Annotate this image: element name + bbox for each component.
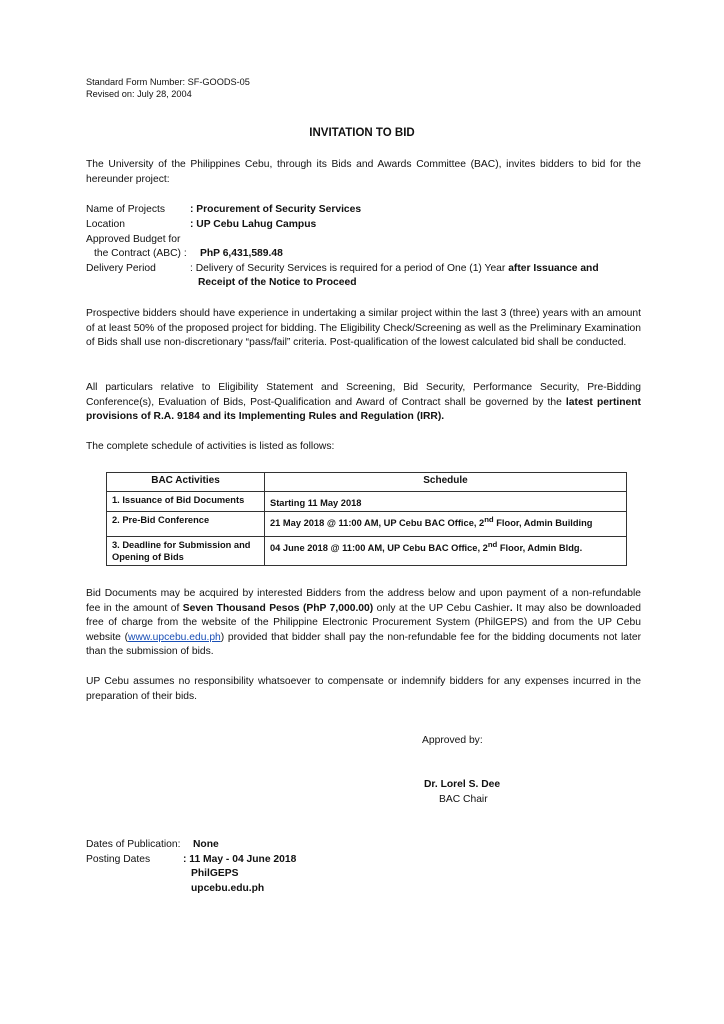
table-row: [107, 537, 627, 566]
table-header-row: [107, 473, 627, 492]
budget-label-line1: Approved Budget for: [86, 234, 181, 245]
delivery-label: Delivery Period: [86, 263, 156, 274]
posting-dates-value: : 11 May - 04 June 2018: [183, 854, 297, 865]
delivery-value-line2: Receipt of the Notice to Proceed: [198, 277, 357, 288]
bid-documents-paragraph: Bid Documents may be acquired by interested Bidders from the address below and upon payment of a non-refundable fee in the amount of Seven Thousand Pesos (PhP 7,000.00) only at the UP Cebu Cashier. It may also be downloaded free of charge from the website of the Philippine Electronic Procurement System (PhilGEPS) and from the UP Cebu website (www.upcebu.edu.ph) provided that bidder shall pay the non-refundable fee for the bidding documents not later than the submission of bids.: [86, 588, 641, 658]
approver-position: BAC Chair: [439, 794, 488, 805]
delivery-value: : Delivery of Security Services is required for a period of One (1) Year after Issuance and: [190, 263, 599, 274]
budget-label-line2: the Contract (ABC) :: [94, 248, 187, 259]
col-header-activities: BAC Activities: [107, 473, 265, 492]
document-title: INVITATION TO BID: [309, 127, 415, 139]
activity-cell: 2. Pre-Bid Conference: [107, 512, 265, 537]
intro-paragraph: The University of the Philippines Cebu, through its Bids and Awards Committee (BAC), invites bidders to bid for the hereunder project:: [86, 159, 641, 185]
posting-dates-label: Posting Dates: [86, 854, 151, 865]
approved-by-label: Approved by:: [422, 735, 483, 746]
project-name-label: Name of Projects: [86, 204, 165, 215]
particulars-paragraph: All particulars relative to Eligibility Statement and Screening, Bid Security, Performance Security, Pre-Bidding Conference(s), Evaluation of Bids, Post-Qualification and Award of Contract shall be governed by the latest pertinent provisions of R.A. 9184 and its Implementing Rules and Regulation (IRR).: [86, 382, 641, 423]
table-row: [107, 492, 627, 512]
posting-site-philgeps: PhilGEPS: [191, 868, 239, 879]
schedule-cell: 04 June 2018 @ 11:00 AM, UP Cebu BAC Office, 2nd Floor, Admin Bldg.: [265, 537, 627, 566]
approver-name: Dr. Lorel S. Dee: [424, 779, 501, 790]
activity-cell: 3. Deadline for Submission and Opening of Bids: [107, 537, 265, 566]
schedule-cell: Starting 11 May 2018: [265, 492, 627, 512]
liability-paragraph: UP Cebu assumes no responsibility whatsoever to compensate or indemnify bidders for any expenses incurred in the preparation of their bids.: [86, 676, 641, 702]
location-label: Location: [86, 219, 125, 230]
upcebu-website-link[interactable]: www.upcebu.edu.ph: [128, 631, 221, 643]
table-row: [107, 512, 627, 537]
form-header: [86, 77, 250, 100]
publication-dates-value: None: [193, 839, 219, 850]
revised-date: Revised on: July 28, 2004: [86, 88, 192, 99]
posting-site-upcebu: upcebu.edu.ph: [191, 883, 265, 894]
project-name-value: : Procurement of Security Services: [190, 204, 362, 215]
schedule-cell: 21 May 2018 @ 11:00 AM, UP Cebu BAC Office, 2nd Floor, Admin Building: [265, 512, 627, 537]
location-value: : UP Cebu Lahug Campus: [190, 219, 317, 230]
schedule-intro: The complete schedule of activities is listed as follows:: [86, 441, 335, 452]
activity-cell: 1. Issuance of Bid Documents: [107, 492, 265, 512]
experience-paragraph: Prospective bidders should have experience in undertaking a similar project within the last 3 (three) years with an amount of at least 50% of the proposed project for bidding. The Eligibility Check/Screening as well as the Preliminary Examination of Bids shall use non-discretionary “pass/fail” criteria. Post-qualification of the lowest calculated bid shall be conducted.: [86, 308, 641, 349]
schedule-table: [106, 472, 627, 566]
form-number: Standard Form Number: SF-GOODS-05: [86, 77, 250, 87]
publication-dates-label: Dates of Publication:: [86, 839, 181, 850]
col-header-schedule: Schedule: [265, 473, 627, 492]
budget-value: PhP 6,431,589.48: [200, 248, 283, 259]
